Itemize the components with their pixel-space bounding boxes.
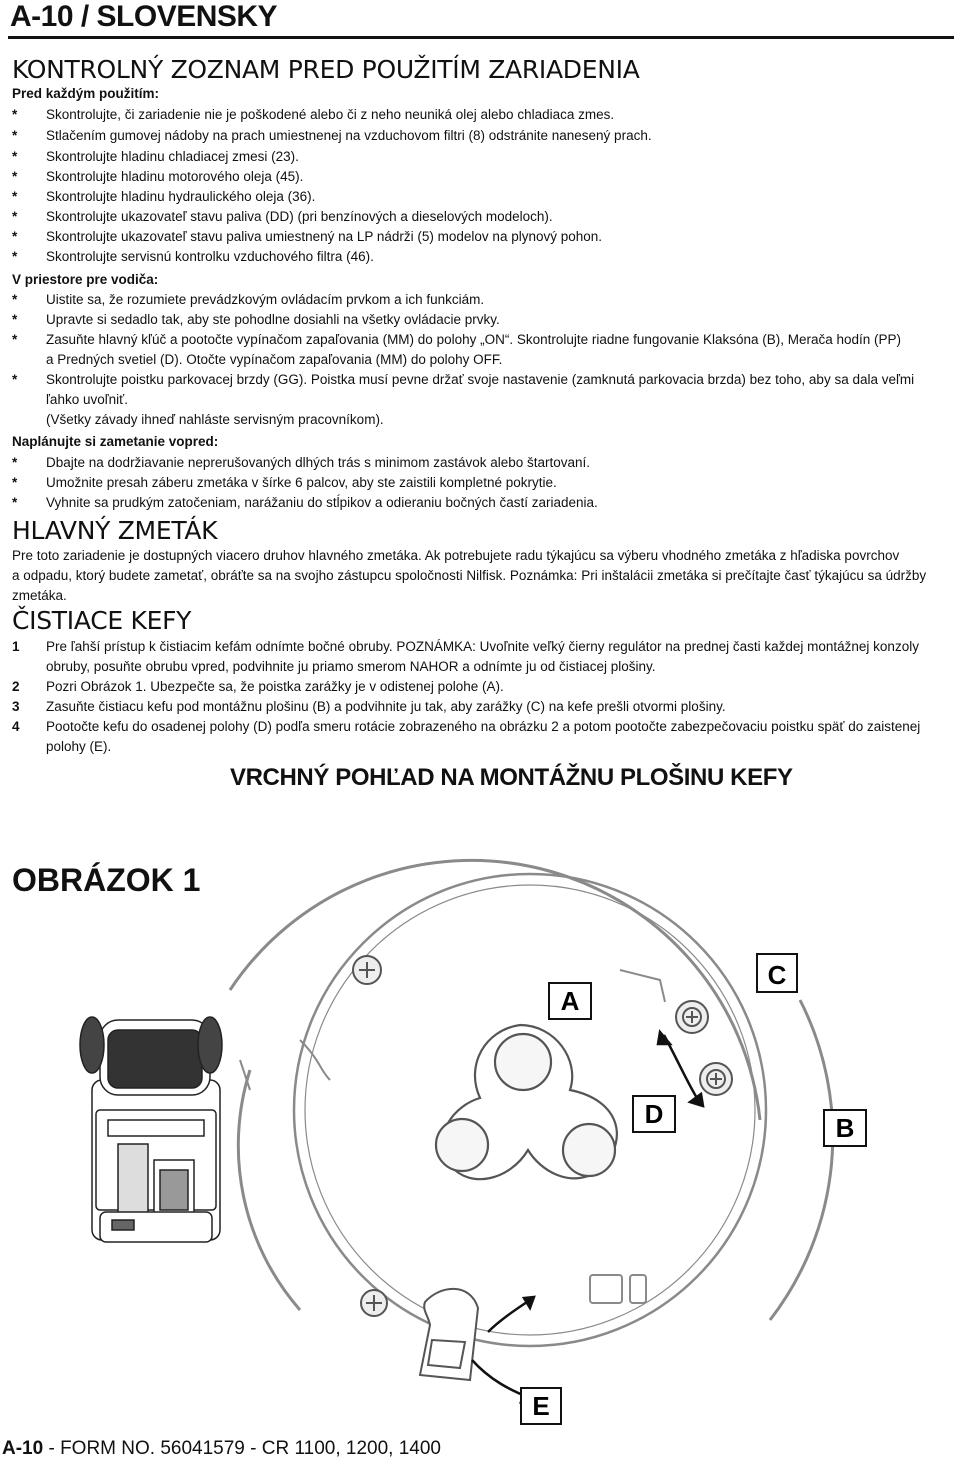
svg-text:A: A: [560, 986, 580, 1016]
checklist-title: KONTROLNÝ ZOZNAM PRED POUŽITÍM ZARIADENIA: [12, 55, 640, 84]
machine-top-view: [80, 1017, 222, 1242]
figure-label: OBRÁZOK 1: [12, 862, 201, 898]
screw-icon: [353, 956, 381, 984]
before-use-heading: Pred každým použitím:: [12, 86, 160, 101]
footer-page-number: A-10: [2, 1438, 44, 1459]
latch-plate: [420, 1289, 478, 1380]
screw-icon: [700, 1063, 732, 1095]
callout-c: [757, 954, 797, 992]
svg-text:D: D: [644, 1099, 664, 1129]
svg-text:B: B: [835, 1113, 855, 1143]
main-broom-title: HLAVNÝ ZMETÁK: [12, 516, 218, 545]
callout-e: [521, 1388, 561, 1424]
page-title: A-10 / SLOVENSKY: [10, 0, 278, 33]
svg-text:C: C: [767, 960, 787, 990]
brush-deck-illustration: [0, 820, 960, 1430]
header-divider: [8, 36, 954, 39]
callout-b: [824, 1110, 866, 1146]
rotation-arrow: [658, 1032, 703, 1106]
driver-area-heading: V priestore pre vodiča:: [12, 272, 159, 287]
brush-hub: [436, 1025, 617, 1179]
plan-heading: Naplánujte si zametanie vopred:: [12, 434, 219, 449]
footer-form: - FORM NO. 56041579 - CR 1100, 1200, 1400: [43, 1438, 441, 1459]
svg-text:E: E: [532, 1391, 550, 1421]
unlock-arrow: [488, 1297, 534, 1332]
screw-icon: [361, 1290, 387, 1316]
callout-d: [633, 1096, 675, 1132]
page-footer: [2, 1438, 441, 1460]
screw-icon: [676, 1001, 708, 1033]
callout-a: [549, 983, 591, 1019]
brushes-title: ČISTIACE KEFY: [12, 606, 192, 635]
figure-title: VRCHNÝ POHĽAD NA MONTÁŽNU PLOŠINU KEFY: [230, 764, 793, 791]
